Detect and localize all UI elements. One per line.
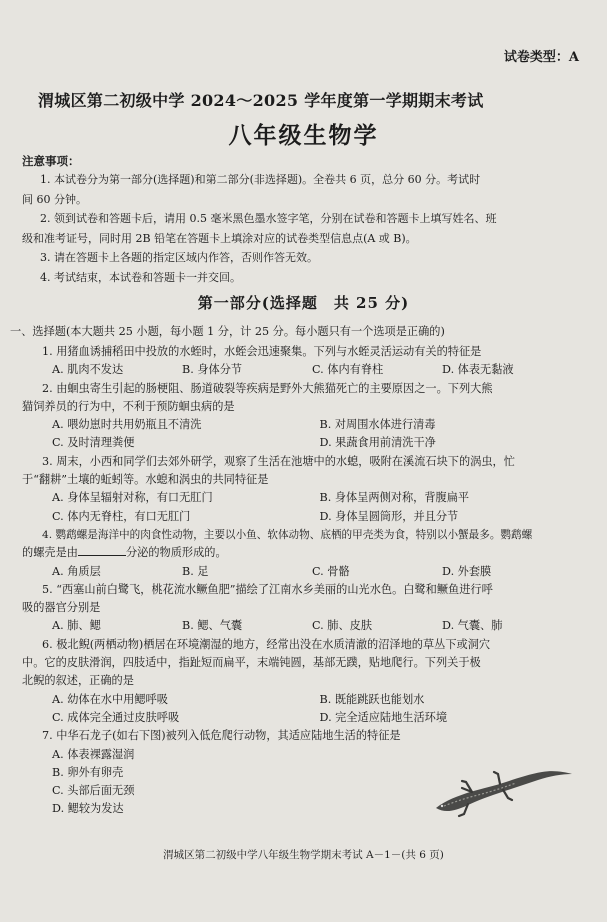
option-row [22,361,587,379]
option-a: A. 角质层 [52,564,101,578]
option-d: D. 气囊、肺 [442,619,503,633]
paper-type-label: 试卷类型：A [503,50,579,65]
question-stem: 3. 周末，小西和同学们去郊外研学，观察了生活在池塘中的水螅，吸附在溪流石块下的涡虫，忙 [42,454,515,468]
question-stem-cont [22,544,587,562]
option-a: A. 肌肉不发达 [52,363,124,377]
option-c: C. 肺、皮肤 [312,619,373,633]
stem-text: 分泌的物质形成的。 [125,546,227,560]
option-a: A. 身体呈辐射对称，有口无肛门 [52,491,213,505]
option-c: C. 体内无脊柱，有口无肛门 [52,509,191,523]
answer-blank [78,544,126,556]
question-stem: 1. 用猪血诱捕稻田中投放的水蛭时，水蛭会迅速聚集。下列与水蛭灵活运动有关的特征是 [42,345,482,358]
question-stem-cont: 于“翻耕”土壤的蚯蚓等。水螅和涡虫的共同特征是 [22,473,269,487]
stem-text: 的螺壳是由 [22,546,78,560]
option-b: B. 卵外有卵壳 [52,765,124,779]
option-a: A. 喂幼崽时共用奶瓶且不清洗 [52,418,202,432]
option-a: A. 幼体在水中用鳃呼吸 [52,692,168,706]
option-row [22,434,587,452]
question-stem: 7. 中华石龙子(如右下图)被列入低危爬行动物，其适应陆地生活的特征是 [42,729,401,743]
skink-illustration [432,748,574,826]
option-b: B. 鳃、气囊 [182,619,243,633]
option-c: C. 成体完全通过皮肤呼吸 [52,710,180,724]
option-c: C. 头部后面无颈 [52,784,135,798]
question-stem-cont: 北鲵的叙述，正确的是 [22,674,134,688]
option-d: D. 完全适应陆地生活环境 [319,710,448,724]
option-a: A. 肺、鳃 [52,619,101,633]
notice-list [22,170,584,287]
option-row [22,508,587,526]
option-c: C. 骨骼 [312,564,350,578]
option-row [22,691,587,709]
question-stem: 6. 极北鲵(两栖动物)栖居在环境潮湿的地方，经常出没在水质清澈的沼泽地的草丛下或洞穴 [42,637,491,651]
option-b: B. 身体呈两侧对称，背腹扁平 [319,491,470,505]
question-stem: 4. 鹦鹉螺是海洋中的肉食性动物，主要以小鱼、软体动物、底栖的甲壳类为食，特别以小蟹最多。鹦鹉螺 [42,528,533,541]
option-b: B. 对周围水体进行清毒 [319,418,436,432]
question-stem: 5. “西塞山前白鹭飞，桃花流水鳜鱼肥”描绘了江南水乡美丽的山光水色。白鹭和鳜鱼进行呼 [42,582,493,596]
notice-line: 级和准考证号，同时用 2B 铅笔在答题卡上填涂对应的试卷类型信息点(A 或 B)。 [22,231,417,245]
option-c: C. 及时清理粪便 [52,436,135,450]
notice-line: 1. 本试卷分为第一部分(选择题)和第二部分(非选择题)。全卷共 6 页，总分 60 分。考试时 [40,173,481,186]
option-a: A. 体表裸露湿润 [52,747,135,761]
notice-line: 2. 领到试卷和答题卡后，请用 0.5 毫米黑色墨水签字笔，分别在试卷和答题卡上填写姓名、班 [40,212,497,225]
option-row [22,563,587,581]
question-stem-cont: 猫饲养员的行为中，不利于预防蛔虫病的是 [22,399,235,413]
notice-line: 4. 考试结束，本试卷和答题卡一并交回。 [40,270,241,284]
notice-title: 注意事项： [22,154,80,168]
option-row [22,617,587,635]
option-d: D. 鳃较为发达 [52,802,124,816]
option-c: C. 体内有脊柱 [312,363,384,377]
option-d: D. 身体呈圆筒形，并且分节 [319,509,459,523]
option-row [22,709,587,727]
exam-school-title: 渭城区第二初级中学 2024～2025 学年度第一学期期末考试 [38,91,484,110]
option-d: D. 外套膜 [442,564,492,578]
question-stem-cont: 中。它的皮肤滑润，四肢适中，指趾短而扁平，末端钝圆，基部无蹼，贴地爬行。下列关于极 [22,656,481,670]
notice-line: 间 60 分钟。 [22,192,87,206]
option-b: B. 足 [182,564,209,578]
option-b: B. 既能跳跃也能划水 [319,692,425,706]
subject-title: 八年级生物学 [228,122,379,149]
notice-line: 3. 请在答题卡上各题的指定区域内作答，否则作答无效。 [40,251,318,264]
section-title: 一、选择题(本大题共 25 小题，每小题 1 分，计 25 分。每小题只有一个选项是正确的) [10,325,445,338]
option-d: D. 体表无黏液 [442,363,514,377]
option-b: B. 身体分节 [182,363,243,377]
option-row [22,489,587,507]
question-stem-cont: 吸的器官分别是 [22,601,101,615]
part-one-title: 第一部分(选择题 共 25 分) [197,294,410,312]
option-row [22,416,587,434]
page-footer: 渭城区第二初级中学八年级生物学期末考试 A－1－(共 6 页) [163,849,444,861]
question-stem: 2. 由蛔虫寄生引起的肠梗阻、肠道破裂等疾病是野外大熊猫死亡的主要原因之一。下列大熊 [42,381,493,395]
option-d: D. 果蔬食用前清洗干净 [319,436,436,450]
